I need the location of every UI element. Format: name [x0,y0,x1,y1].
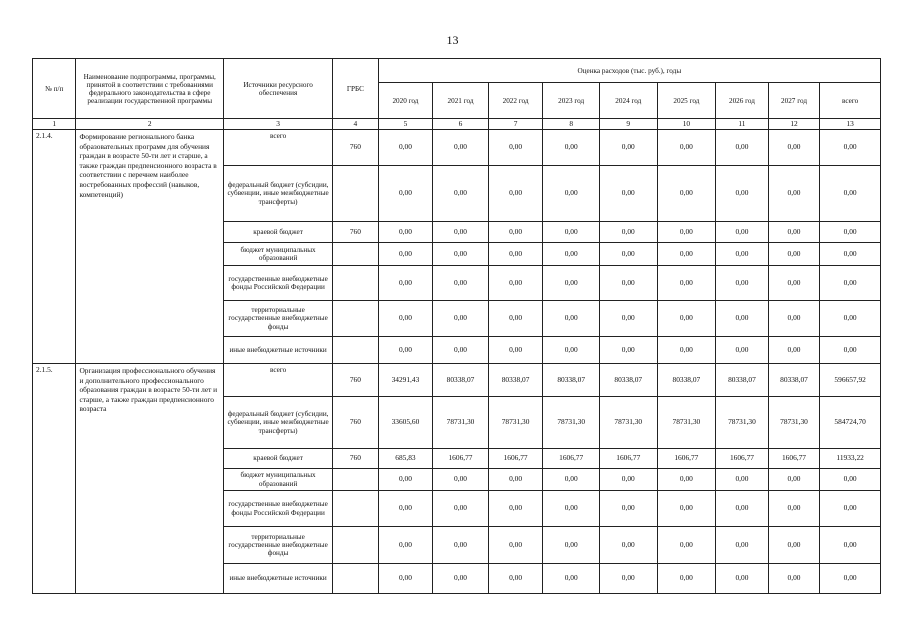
amount-cell: 78731,30 [768,397,820,449]
column-index: 5 [378,119,433,130]
grbs-code [333,564,378,594]
amount-cell: 0,00 [543,166,600,222]
table-row [33,364,881,397]
amount-cell: 0,00 [820,527,881,564]
column-index: 13 [820,119,881,130]
amount-cell: 80338,07 [543,364,600,397]
amount-cell: 0,00 [433,564,489,594]
grbs-code [333,527,378,564]
amount-cell: 0,00 [716,337,769,364]
funding-source: бюджет муниципальных образований [224,469,333,491]
amount-cell: 0,00 [716,166,769,222]
column-index: 8 [543,119,600,130]
header-year: 2023 год [543,83,600,119]
amount-cell: 0,00 [543,243,600,266]
amount-cell: 0,00 [378,301,433,337]
header-year: 2020 год [378,83,433,119]
funding-source: краевой бюджет [224,449,333,469]
header-year: всего [820,83,881,119]
amount-cell: 0,00 [820,243,881,266]
amount-cell: 0,00 [768,491,820,527]
amount-cell: 1606,77 [599,449,657,469]
grbs-code: 760 [333,449,378,469]
amount-cell: 0,00 [716,301,769,337]
amount-cell: 0,00 [378,266,433,301]
amount-cell: 0,00 [599,266,657,301]
amount-cell: 0,00 [599,527,657,564]
amount-cell: 0,00 [657,222,716,243]
amount-cell: 0,00 [488,301,543,337]
amount-cell: 0,00 [768,222,820,243]
amount-cell: 0,00 [768,527,820,564]
amount-cell: 0,00 [433,337,489,364]
header-name: Наименование подпрограммы, программы, принятой в соответствии с требованиями федерального законодательства в сфере реализации государственной программы [76,59,224,119]
amount-cell: 0,00 [433,266,489,301]
amount-cell: 0,00 [820,130,881,166]
amount-cell: 0,00 [716,266,769,301]
amount-cell: 0,00 [488,266,543,301]
amount-cell: 0,00 [820,222,881,243]
amount-cell: 0,00 [433,130,489,166]
table-row [33,130,881,166]
amount-cell: 0,00 [599,243,657,266]
amount-cell: 0,00 [820,469,881,491]
grbs-code [333,491,378,527]
section-name: Формирование регионального банка образовательных программ для обучения граждан в возрасте 50-ти лет и старше, а также граждан предпенсионного возраста в соответствии с перечнем наиболее востребованных профессий (навыков, компетенций) [76,130,224,364]
amount-cell: 0,00 [543,337,600,364]
amount-cell: 0,00 [543,301,600,337]
amount-cell: 0,00 [543,130,600,166]
column-index: 1 [33,119,76,130]
amount-cell: 0,00 [768,301,820,337]
column-index: 9 [599,119,657,130]
header-sources: Источники ресурсного обеспечения [224,59,333,119]
funding-source: иные внебюджетные источники [224,564,333,594]
header-num: № п/п [33,59,76,119]
amount-cell: 0,00 [543,469,600,491]
amount-cell: 0,00 [543,491,600,527]
funding-source: территориальные государственные внебюджетные фонды [224,527,333,564]
grbs-code: 760 [333,364,378,397]
funding-source: иные внебюджетные источники [224,337,333,364]
amount-cell: 0,00 [768,243,820,266]
amount-cell: 80338,07 [599,364,657,397]
amount-cell: 0,00 [488,337,543,364]
amount-cell: 0,00 [657,266,716,301]
expenditure-table [32,58,881,594]
grbs-code [333,243,378,266]
grbs-code: 760 [333,130,378,166]
amount-cell: 0,00 [768,564,820,594]
column-index: 4 [333,119,378,130]
amount-cell: 0,00 [433,243,489,266]
amount-cell: 1606,77 [768,449,820,469]
amount-cell: 0,00 [716,222,769,243]
amount-cell: 0,00 [378,469,433,491]
amount-cell: 0,00 [716,130,769,166]
amount-cell: 0,00 [599,564,657,594]
amount-cell: 0,00 [657,301,716,337]
column-index: 11 [716,119,769,130]
amount-cell: 0,00 [488,527,543,564]
amount-cell: 0,00 [657,166,716,222]
amount-cell: 584724,70 [820,397,881,449]
amount-cell: 80338,07 [716,364,769,397]
funding-source: государственные внебюджетные фонды Российской Федерации [224,491,333,527]
amount-cell: 0,00 [599,166,657,222]
amount-cell: 0,00 [378,130,433,166]
grbs-code: 760 [333,222,378,243]
amount-cell: 0,00 [657,564,716,594]
funding-source: федеральный бюджет (субсидии, субвенции, иные межбюджетные трансферты) [224,397,333,449]
amount-cell: 0,00 [820,266,881,301]
amount-cell: 0,00 [488,166,543,222]
amount-cell: 0,00 [820,301,881,337]
amount-cell: 1606,77 [657,449,716,469]
grbs-code [333,301,378,337]
amount-cell: 0,00 [657,469,716,491]
header-year: 2024 год [599,83,657,119]
amount-cell: 0,00 [488,491,543,527]
amount-cell: 0,00 [716,243,769,266]
amount-cell: 0,00 [433,491,489,527]
page-number: 13 [446,33,459,47]
amount-cell: 80338,07 [433,364,489,397]
amount-cell: 0,00 [657,337,716,364]
amount-cell: 0,00 [820,166,881,222]
funding-source: федеральный бюджет (субсидии, субвенции, иные межбюджетные трансферты) [224,166,333,222]
funding-source: всего [224,130,333,166]
amount-cell: 78731,30 [716,397,769,449]
header-year: 2025 год [657,83,716,119]
header-year: 2026 год [716,83,769,119]
amount-cell: 0,00 [657,491,716,527]
column-index: 12 [768,119,820,130]
amount-cell: 0,00 [768,469,820,491]
grbs-code: 760 [333,397,378,449]
amount-cell: 0,00 [716,527,769,564]
header-estimate: Оценка расходов (тыс. руб.), годы [378,59,880,83]
amount-cell: 0,00 [488,222,543,243]
amount-cell: 78731,30 [543,397,600,449]
header-year: 2021 год [433,83,489,119]
amount-cell: 0,00 [716,491,769,527]
amount-cell: 34291,43 [378,364,433,397]
amount-cell: 1606,77 [433,449,489,469]
header-grbs: ГРБС [333,59,378,119]
amount-cell: 0,00 [657,130,716,166]
amount-cell: 0,00 [599,130,657,166]
grbs-code [333,166,378,222]
amount-cell: 0,00 [820,564,881,594]
amount-cell: 0,00 [768,337,820,364]
amount-cell: 0,00 [820,337,881,364]
section-code: 2.1.5. [33,364,76,594]
section-name: Организация профессионального обучения и дополнительного профессионального образования граждан в возрасте 50-ти лет и старше, а также граждан предпенсионного возраста [76,364,224,594]
column-index: 10 [657,119,716,130]
funding-source: бюджет муниципальных образований [224,243,333,266]
funding-source: территориальные государственные внебюджетные фонды [224,301,333,337]
header-year: 2022 год [488,83,543,119]
amount-cell: 0,00 [378,222,433,243]
amount-cell: 0,00 [599,337,657,364]
column-index: 7 [488,119,543,130]
amount-cell: 80338,07 [488,364,543,397]
amount-cell: 0,00 [433,527,489,564]
amount-cell: 0,00 [716,564,769,594]
amount-cell: 0,00 [433,301,489,337]
amount-cell: 0,00 [599,301,657,337]
amount-cell: 0,00 [378,243,433,266]
amount-cell: 0,00 [768,266,820,301]
amount-cell: 0,00 [433,469,489,491]
amount-cell: 0,00 [599,222,657,243]
amount-cell: 685,83 [378,449,433,469]
amount-cell: 80338,07 [657,364,716,397]
amount-cell: 0,00 [820,491,881,527]
grbs-code [333,266,378,301]
grbs-code [333,337,378,364]
amount-cell: 1606,77 [488,449,543,469]
amount-cell: 33605,60 [378,397,433,449]
column-index: 3 [224,119,333,130]
amount-cell: 0,00 [378,166,433,222]
amount-cell: 0,00 [378,527,433,564]
amount-cell: 0,00 [543,564,600,594]
amount-cell: 1606,77 [716,449,769,469]
amount-cell: 0,00 [378,337,433,364]
funding-source: государственные внебюджетные фонды Российской Федерации [224,266,333,301]
amount-cell: 0,00 [378,564,433,594]
amount-cell: 0,00 [488,469,543,491]
amount-cell: 0,00 [488,243,543,266]
column-index: 6 [433,119,489,130]
amount-cell: 78731,30 [488,397,543,449]
funding-source: краевой бюджет [224,222,333,243]
amount-cell: 0,00 [768,130,820,166]
amount-cell: 80338,07 [768,364,820,397]
amount-cell: 1606,77 [543,449,600,469]
amount-cell: 0,00 [488,564,543,594]
amount-cell: 0,00 [599,491,657,527]
column-index: 2 [76,119,224,130]
amount-cell: 0,00 [433,222,489,243]
section-code: 2.1.4. [33,130,76,364]
amount-cell: 0,00 [768,166,820,222]
amount-cell: 11933,22 [820,449,881,469]
funding-source: всего [224,364,333,397]
amount-cell: 0,00 [599,469,657,491]
amount-cell: 596657,92 [820,364,881,397]
amount-cell: 78731,30 [433,397,489,449]
amount-cell: 0,00 [543,266,600,301]
amount-cell: 0,00 [543,527,600,564]
amount-cell: 78731,30 [599,397,657,449]
header-year: 2027 год [768,83,820,119]
amount-cell: 0,00 [433,166,489,222]
amount-cell: 0,00 [378,491,433,527]
amount-cell: 78731,30 [657,397,716,449]
amount-cell: 0,00 [488,130,543,166]
amount-cell: 0,00 [657,527,716,564]
amount-cell: 0,00 [716,469,769,491]
amount-cell: 0,00 [657,243,716,266]
amount-cell: 0,00 [543,222,600,243]
grbs-code [333,469,378,491]
